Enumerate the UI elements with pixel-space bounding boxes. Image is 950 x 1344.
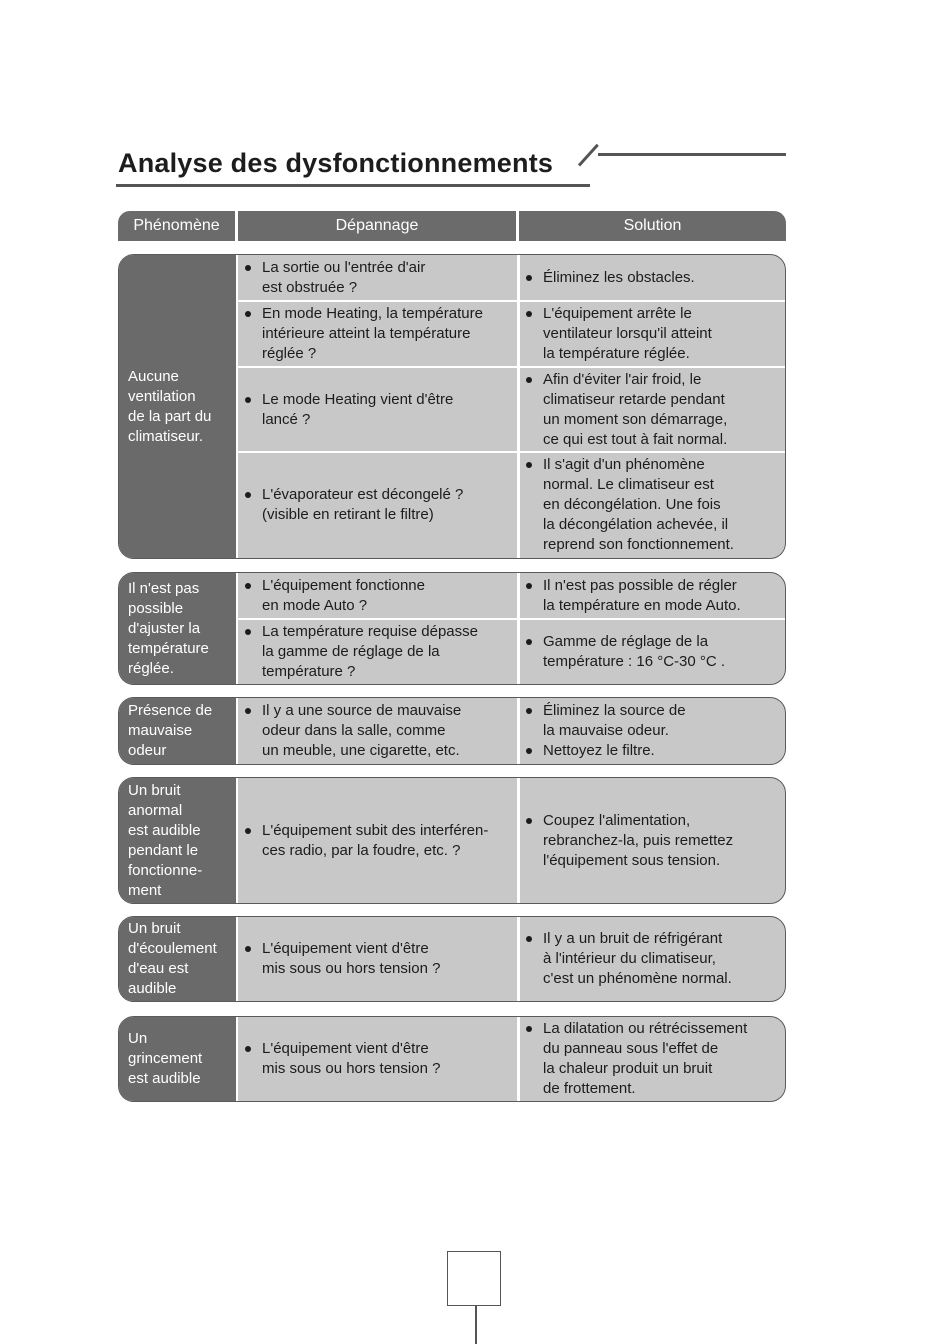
cause-text: Il y a une source de mauvaise odeur dans la salle, comme un meuble, une cigarette, etc.	[262, 702, 462, 759]
cause-cell	[240, 368, 516, 451]
bullet-icon	[245, 828, 251, 834]
phenomenon-label: Aucune ventilation de la part du climatiseur.	[128, 367, 212, 445]
bullet-icon	[526, 818, 532, 824]
phenomenon-label: Présence de mauvaise odeur	[128, 702, 213, 759]
title-underline-slant	[578, 144, 599, 167]
cause-text: En mode Heating, la température intérieure atteint la température réglée ?	[262, 305, 483, 362]
solution-cell	[521, 573, 783, 618]
bullet-icon	[526, 583, 532, 589]
table-header	[118, 211, 786, 241]
solution-text: Éliminez les obstacles.	[543, 268, 695, 286]
bullet-icon	[245, 265, 251, 271]
cause-text: L'évaporateur est décongelé ? (visible en retirant le filtre)	[262, 486, 464, 523]
problem-block	[118, 254, 786, 559]
cause-text: Le mode Heating vient d'être lancé ?	[262, 390, 454, 428]
column-divider	[517, 698, 520, 764]
bullet-icon	[245, 583, 251, 589]
cause-cell	[240, 302, 516, 366]
header-phenomenon: Phénomène	[118, 211, 235, 241]
column-divider	[236, 698, 238, 764]
bullet-icon	[245, 629, 251, 635]
phenomenon-label: Un grincement est audible	[128, 1030, 203, 1087]
title-overline	[598, 153, 786, 156]
problem-block	[118, 1016, 786, 1102]
bullet-icon	[526, 639, 532, 645]
phenomenon-label: Un bruit d'écoulement d'eau est audible	[128, 920, 217, 997]
phenomenon-cell	[119, 698, 236, 764]
bullet-icon	[245, 311, 251, 317]
problem-block	[118, 697, 786, 765]
solution-cell	[521, 302, 783, 366]
problem-block	[118, 916, 786, 1002]
solution-cell	[521, 778, 783, 903]
problem-block	[118, 572, 786, 685]
phenomenon-cell	[119, 573, 236, 684]
cause-text: L'équipement subit des interféren- ces radio, par la foudre, etc. ?	[262, 821, 489, 859]
cause-cell	[240, 698, 516, 764]
solution-cell	[521, 453, 783, 557]
solution-text: Coupez l'alimentation, rebranchez-la, puis remettez l'équipement sous tension.	[543, 811, 734, 869]
bullet-icon	[526, 748, 532, 754]
cause-cell	[240, 778, 516, 903]
solution-text: Nettoyez le filtre.	[543, 742, 655, 759]
phenomenon-cell	[119, 778, 236, 903]
bullet-icon	[526, 936, 532, 942]
page-title: Analyse des dysfonctionnements	[118, 148, 554, 178]
column-divider	[517, 778, 520, 903]
solution-text: La dilatation ou rétrécissement du panneau sous l'effet de la chaleur produit un bruit de frottement.	[543, 1020, 748, 1097]
column-divider	[236, 573, 238, 684]
header-troubleshooting: Dépannage	[238, 211, 516, 241]
solution-text: Il n'est pas possible de régler la température en mode Auto.	[543, 576, 741, 614]
cause-cell	[240, 573, 516, 618]
solution-cell	[521, 255, 783, 300]
bullet-icon	[245, 708, 251, 714]
cause-text: La température requise dépasse la gamme de réglage de la température ?	[262, 623, 478, 680]
bullet-icon	[526, 377, 532, 383]
page-number-box	[447, 1251, 501, 1306]
bullet-icon	[245, 397, 251, 403]
cause-cell	[240, 620, 516, 684]
cause-cell	[240, 453, 516, 557]
page-number-stem	[475, 1306, 477, 1344]
solution-cell	[521, 698, 783, 764]
solution-text: Il y a un bruit de réfrigérant à l'intérieur du climatiseur, c'est un phénomène normal.	[543, 930, 732, 987]
cause-text: L'équipement vient d'être mis sous ou hors tension ?	[262, 940, 441, 977]
column-divider	[517, 917, 520, 1001]
phenomenon-cell	[119, 1017, 236, 1101]
cause-cell	[240, 917, 516, 1001]
bullet-icon	[526, 311, 532, 317]
bullet-icon	[526, 462, 532, 468]
title-underline	[116, 184, 590, 187]
header-solution: Solution	[519, 211, 786, 241]
solution-cell	[521, 1017, 783, 1101]
bullet-icon	[245, 1046, 251, 1052]
cause-text: La sortie ou l'entrée d'air est obstruée ?	[262, 258, 426, 296]
phenomenon-label: Un bruit anormal est audible pendant le fonctionne- ment	[128, 781, 203, 899]
solution-text: Il s'agit d'un phénomène normal. Le climatiseur est en décongélation. Une fois la décongélation achevée, il reprend son fonctionnement.	[543, 456, 734, 553]
cause-cell	[240, 255, 516, 300]
cause-cell	[240, 1017, 516, 1101]
cause-text: L'équipement vient d'être mis sous ou hors tension ?	[262, 1040, 441, 1077]
solution-text: Éliminez la source de la mauvaise odeur.	[543, 702, 686, 739]
column-divider	[517, 573, 520, 684]
column-divider	[236, 778, 238, 903]
phenomenon-cell	[119, 917, 236, 1001]
solution-text: Afin d'éviter l'air froid, le climatiseur retarde pendant un moment son démarrage, ce qui est tout à fait normal.	[543, 370, 728, 448]
column-divider	[236, 917, 238, 1001]
column-divider	[517, 1017, 520, 1101]
title-area	[116, 146, 786, 190]
phenomenon-cell	[119, 255, 236, 558]
bullet-icon	[245, 946, 251, 952]
bullet-icon	[526, 275, 532, 281]
bullet-icon	[245, 492, 251, 498]
problem-block	[118, 777, 786, 904]
solution-cell	[521, 917, 783, 1001]
solution-cell	[521, 620, 783, 684]
bullet-icon	[526, 1026, 532, 1032]
phenomenon-label: Il n'est pas possible d'ajuster la température réglée.	[128, 579, 209, 677]
solution-text: L'équipement arrête le ventilateur lorsqu'il atteint la température réglée.	[543, 305, 712, 362]
solution-cell	[521, 368, 783, 451]
bullet-icon	[526, 708, 532, 714]
solution-text: Gamme de réglage de la température : 16 °C-30 °C .	[543, 633, 726, 670]
cause-text: L'équipement fonctionne en mode Auto ?	[262, 576, 425, 614]
column-divider	[236, 1017, 238, 1101]
